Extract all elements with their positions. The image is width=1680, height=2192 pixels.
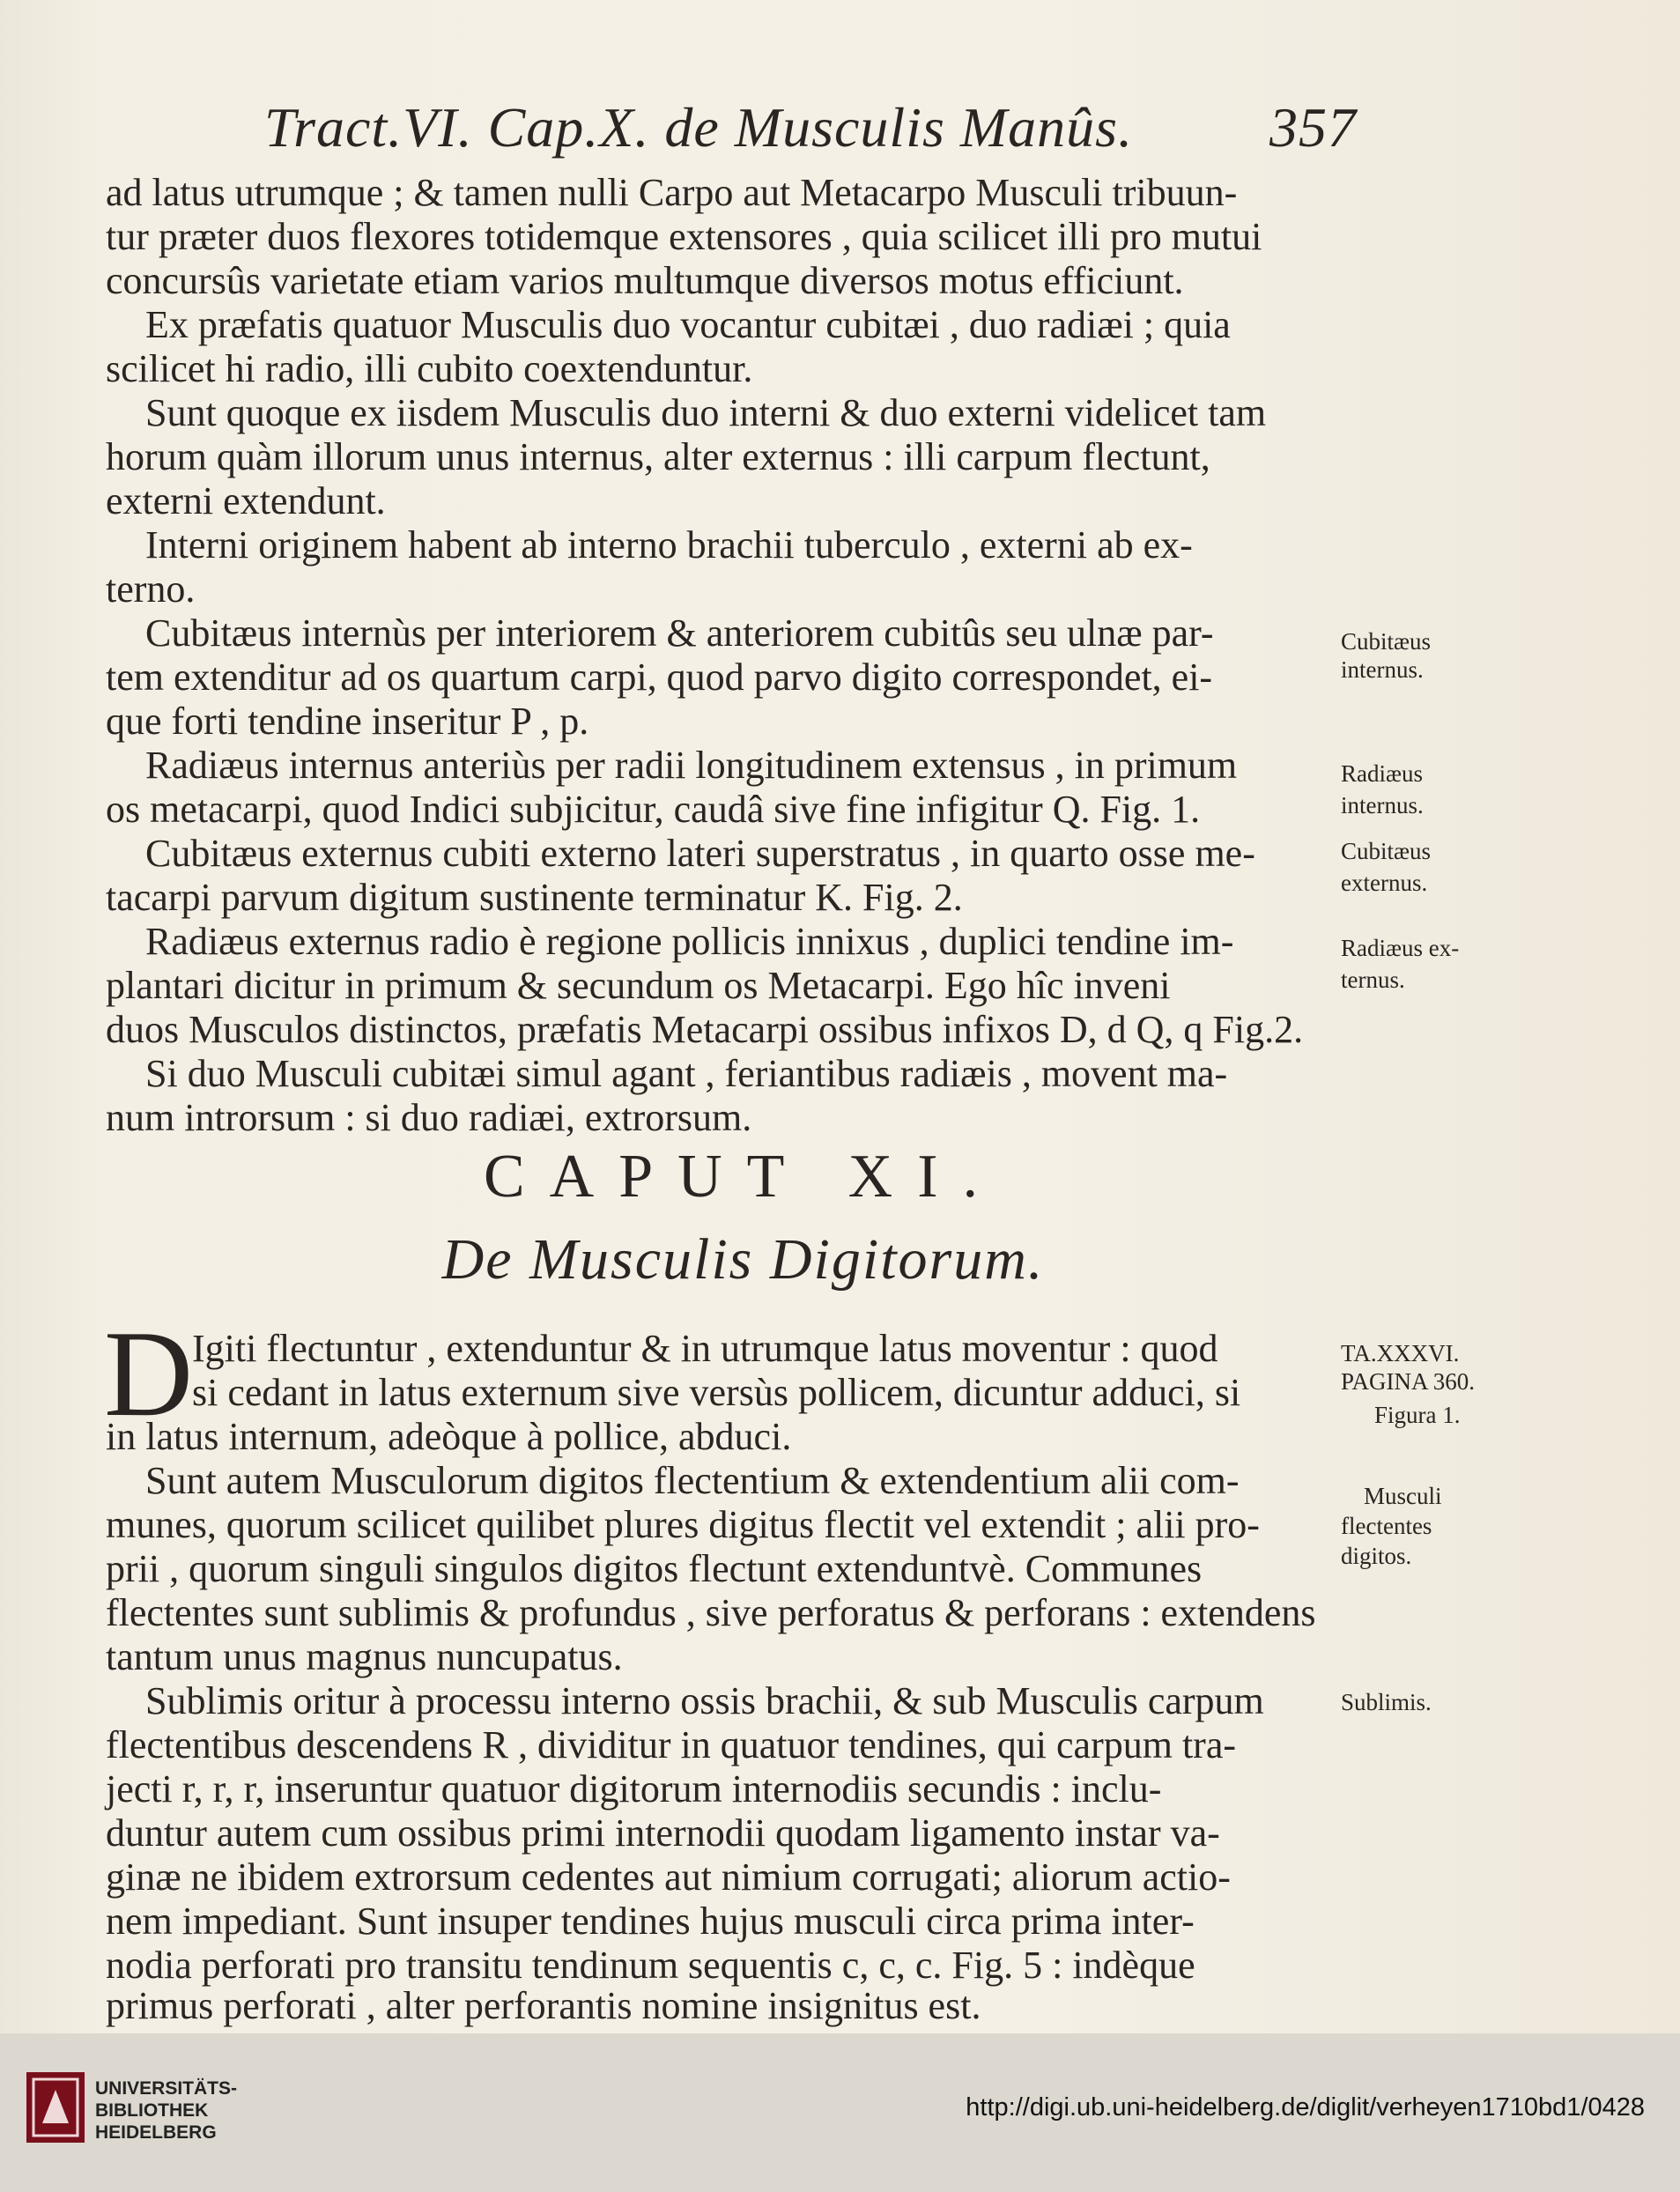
library-name-line2: BIBLIOTHEK xyxy=(95,2100,209,2121)
text-line: Sunt quoque ex iisdem Musculis duo interni & duo externi videlicet tam xyxy=(145,391,1267,434)
text-line: Ex præfatis quatuor Musculis duo vocantur cubitæi , duo radiæi ; quia xyxy=(145,303,1231,346)
text-line: Cubitæus internùs per interiorem & anteriorem cubitûs seu ulnæ par- xyxy=(145,611,1214,655)
university-seal-icon xyxy=(25,2070,86,2144)
source-url[interactable]: http://digi.ub.uni-heidelberg.de/diglit/verheyen1710bd1/0428 xyxy=(966,2093,1645,2122)
text-line: tur præter duos flexores totidemque extensores , quia scilicet illi pro mutui xyxy=(106,215,1262,258)
text-line: munes, quorum scilicet quilibet plures digitus flectit vel extendit ; alii pro- xyxy=(106,1503,1260,1546)
running-header xyxy=(264,95,1357,160)
text-line: os metacarpi, quod Indici subjicitur, caudâ sive fine infigitur Q. Fig. 1. xyxy=(106,788,1201,831)
text-line: prii , quorum singuli singulos digitos flectunt extenduntvè. Communes xyxy=(106,1547,1203,1590)
text-line: Interni originem habent ab interno brachii tuberculo , externi ab ex- xyxy=(145,523,1193,567)
text-line: num introrsum : si duo radiæi, extrorsum. xyxy=(106,1096,752,1139)
drop-cap: D xyxy=(104,1306,194,1442)
margin-note: PAGINA 360. xyxy=(1341,1368,1476,1395)
text-line: ad latus utrumque ; & tamen nulli Carpo aut Metacarpo Musculi tribuun- xyxy=(106,171,1238,214)
text-line: tacarpi parvum digitum sustinente terminatur K. Fig. 2. xyxy=(106,876,963,919)
text-line: Si duo Musculi cubitæi simul agant , feriantibus radiæis , movent ma- xyxy=(145,1052,1228,1095)
text-line: flectentibus descendens R , dividitur in quatuor tendines, qui carpum tra- xyxy=(106,1723,1237,1766)
text-line: Igiti flectuntur , extenduntur & in utrumque latus moventur : quod xyxy=(192,1327,1218,1370)
chapter-title: CAPUT XI. xyxy=(483,1143,1003,1211)
text-line: tantum unus magnus nuncupatus. xyxy=(106,1635,623,1678)
text-line: Radiæus externus radio è regione pollicis innixus , duplici tendine im- xyxy=(145,920,1234,963)
margin-note: externus. xyxy=(1341,870,1428,896)
text-line: flectentes sunt sublimis & profundus , sive perforatus & perforans : extendens xyxy=(106,1591,1316,1634)
text-line: jecti r, r, r, inseruntur quatuor digitorum internodiis secundis : inclu- xyxy=(106,1767,1162,1811)
margin-note: digitos. xyxy=(1341,1543,1412,1569)
margin-note: Sublimis. xyxy=(1341,1689,1432,1715)
text-line: Radiæus internus anteriùs per radii longitudinem extensus , in primum xyxy=(145,744,1238,787)
margin-note: internus. xyxy=(1341,792,1424,818)
margin-note: flectentes xyxy=(1341,1513,1432,1539)
library-name xyxy=(95,2077,237,2144)
margin-note: internus. xyxy=(1341,656,1424,683)
chapter-subtitle: De Musculis Digitorum. xyxy=(441,1227,1045,1292)
text-line: Sunt autem Musculorum digitos flectentium & extendentium alii com- xyxy=(145,1459,1240,1502)
margin-note: Cubitæus xyxy=(1341,628,1432,655)
text-line: duntur autem cum ossibus primi internodii quodam ligamento instar va- xyxy=(106,1811,1220,1855)
text-line: si cedant in latus externum sive versùs pollicem, dicuntur adduci, si xyxy=(192,1371,1241,1414)
page-number: 357 xyxy=(1269,96,1357,159)
text-line: externi extendunt. xyxy=(106,479,386,522)
text-line: ginæ ne ibidem extrorsum cedentes aut nimium corrugati; aliorum actio- xyxy=(106,1855,1231,1899)
text-line: terno. xyxy=(106,567,196,611)
margin-note: TA.XXXVI. xyxy=(1341,1340,1460,1366)
text-line: nodia perforati pro transitu tendinum sequentis c, c, c. Fig. 5 : indèque xyxy=(106,1944,1195,1987)
text-line: duos Musculos distinctos, præfatis Metacarpi ossibus infixos D, d Q, q Fig.2. xyxy=(106,1008,1304,1051)
library-name-line1: UNIVERSITÄTS- xyxy=(95,2078,238,2099)
text-line: in latus internum, adeòque à pollice, abduci. xyxy=(106,1415,792,1458)
text-line: scilicet hi radio, illi cubito coextenduntur. xyxy=(106,347,753,390)
text-line: concursûs varietate etiam varios multumque diversos motus efficiunt. xyxy=(106,259,1184,302)
running-title: Tract.VI. Cap.X. de Musculis Manûs. xyxy=(264,96,1134,159)
margin-note: ternus. xyxy=(1341,966,1405,993)
margin-note: Cubitæus xyxy=(1341,838,1432,864)
text-line: primus perforati , alter perforantis nomine insignitus est. xyxy=(106,1984,981,2027)
text-line: plantari dicitur in primum & secundum os Metacarpi. Ego hîc inveni xyxy=(106,964,1171,1007)
text-line: nem impediant. Sunt insuper tendines hujus musculi circa prima inter- xyxy=(106,1899,1195,1943)
library-name-line3: HEIDELBERG xyxy=(95,2122,217,2143)
text-line: Cubitæus externus cubiti externo lateri superstratus , in quarto osse me- xyxy=(145,832,1255,875)
text-line: tem extenditur ad os quartum carpi, quod parvo digito correspondet, ei- xyxy=(106,655,1213,699)
margin-note: Radiæus xyxy=(1341,760,1424,787)
margin-note: Radiæus ex- xyxy=(1341,935,1460,961)
text-line: horum quàm illorum unus internus, alter externus : illi carpum flectunt, xyxy=(106,435,1210,478)
margin-note: Musculi xyxy=(1364,1483,1442,1509)
text-line: que forti tendine inseritur P , p. xyxy=(106,700,589,743)
digitization-footer xyxy=(0,2033,1680,2192)
text-line: Sublimis oritur à processu interno ossis brachii, & sub Musculis carpum xyxy=(145,1679,1264,1722)
margin-note: Figura 1. xyxy=(1374,1402,1461,1428)
